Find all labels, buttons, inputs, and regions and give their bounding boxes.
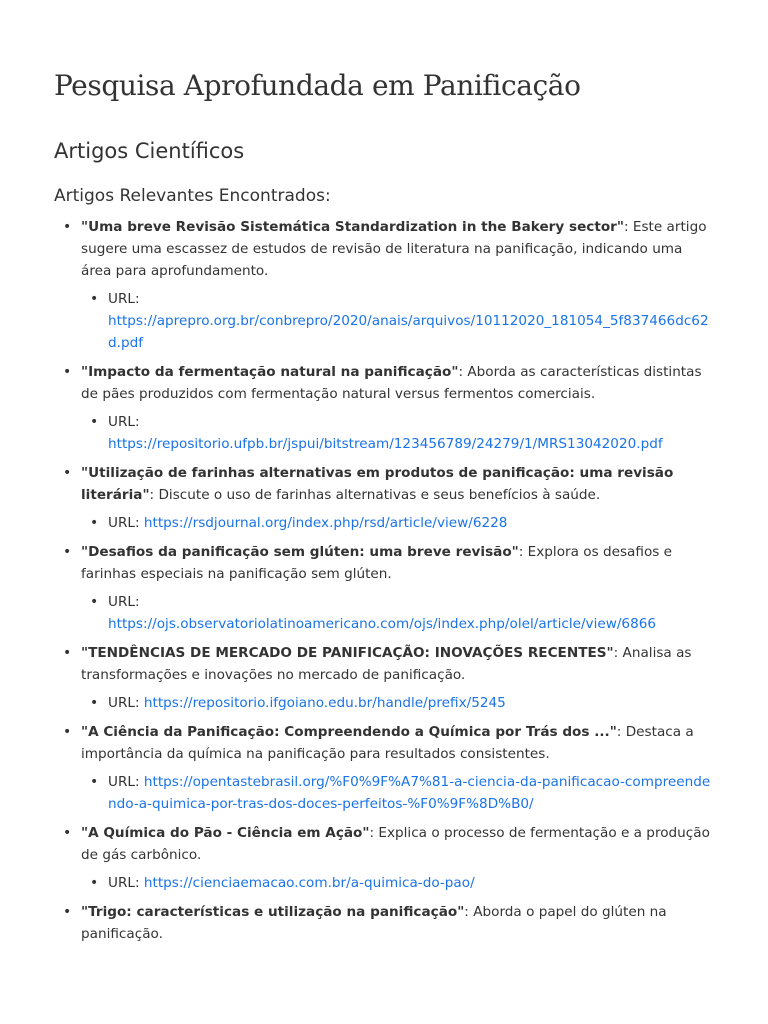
article-item <box>54 822 716 894</box>
article-title: "A Ciência da Panificação: Compreendendo a Química por Trás dos ..." <box>81 724 617 740</box>
article-item <box>54 216 716 354</box>
article-description: : Destaca a importância da química na panificação para resultados consistentes. <box>81 724 694 762</box>
article-description: : Aborda o papel do glúten na panificação. <box>81 904 667 942</box>
article-item <box>54 642 716 714</box>
article-description: : Discute o uso de farinhas alternativas e seus benefícios à saúde. <box>149 487 601 503</box>
url-label: URL: <box>108 515 140 531</box>
section-heading: Artigos Científicos <box>54 139 245 163</box>
article-description: : Explora os desafios e farinhas especiais na panificação sem glúten. <box>81 544 673 582</box>
article-url-item <box>81 692 716 714</box>
article-description: : Aborda as características distintas de pães produzidos com fermentação natural versus fermentos comerciais. <box>81 364 702 402</box>
article-link[interactable]: https://cienciaemacao.com.br/a-quimica-do-pao/ <box>143 875 475 891</box>
article-title: "TENDÊNCIAS DE MERCADO DE PANIFICAÇÃO: INOVAÇÕES RECENTES" <box>81 645 614 661</box>
article-item <box>54 361 716 455</box>
article-item <box>54 721 716 815</box>
article-url-item <box>81 288 716 354</box>
url-label: URL: <box>108 875 140 891</box>
url-label: URL: <box>108 291 140 307</box>
article-link[interactable]: https://repositorio.ufpb.br/jspui/bitstream/123456789/24279/1/MRS13042020.pdf <box>108 436 663 452</box>
article-description: : Analisa as transformações e inovações no mercado de panificação. <box>81 645 692 683</box>
article-list <box>54 216 716 952</box>
article-link[interactable]: https://repositorio.ifgoiano.edu.br/handle/prefix/5245 <box>143 695 506 711</box>
article-description: : Explica o processo de fermentação e a produção de gás carbônico. <box>81 825 710 863</box>
article-link[interactable]: https://ojs.observatoriolatinoamericano.com/ojs/index.php/olel/article/view/6866 <box>108 616 657 632</box>
article-url-item <box>81 591 716 635</box>
subsection-heading: Artigos Relevantes Encontrados: <box>54 186 331 206</box>
article-link[interactable]: https://aprepro.org.br/conbrepro/2020/anais/arquivos/10112020_181054_5f837466dc62d.pdf <box>108 313 709 351</box>
article-item <box>54 541 716 635</box>
url-label: URL: <box>108 414 140 430</box>
article-item <box>54 901 716 945</box>
url-label: URL: <box>108 695 140 711</box>
article-title: "A Química do Pão - Ciência em Ação" <box>81 825 370 841</box>
article-description: : Este artigo sugere uma escassez de estudos de revisão de literatura na panificação, indicando uma área para aprofundamento. <box>81 219 707 279</box>
url-label: URL: <box>108 594 140 610</box>
article-title: "Uma breve Revisão Sistemática Standardization in the Bakery sector" <box>81 219 624 235</box>
article-title: "Impacto da fermentação natural na panificação" <box>81 364 459 380</box>
article-url-item <box>81 872 716 894</box>
page-title: Pesquisa Aprofundada em Panificação <box>54 69 581 102</box>
article-url-item <box>81 411 716 455</box>
article-title: "Trigo: características e utilização na panificação" <box>81 904 465 920</box>
article-link[interactable]: https://opentastebrasil.org/%F0%9F%A7%81-a-ciencia-da-panificacao-compreendendo-a-quimica-por-tras-dos-doces-perfeitos-%F0%9F%8D%B0/ <box>108 774 711 812</box>
article-link[interactable]: https://rsdjournal.org/index.php/rsd/article/view/6228 <box>143 515 508 531</box>
article-url-item <box>81 512 716 534</box>
article-url-item <box>81 771 716 815</box>
article-title: "Desafios da panificação sem glúten: uma breve revisão" <box>81 544 519 560</box>
url-label: URL: <box>108 774 140 790</box>
article-item <box>54 462 716 534</box>
article-title: "Utilização de farinhas alternativas em produtos de panificação: uma revisão literária" <box>81 465 674 503</box>
